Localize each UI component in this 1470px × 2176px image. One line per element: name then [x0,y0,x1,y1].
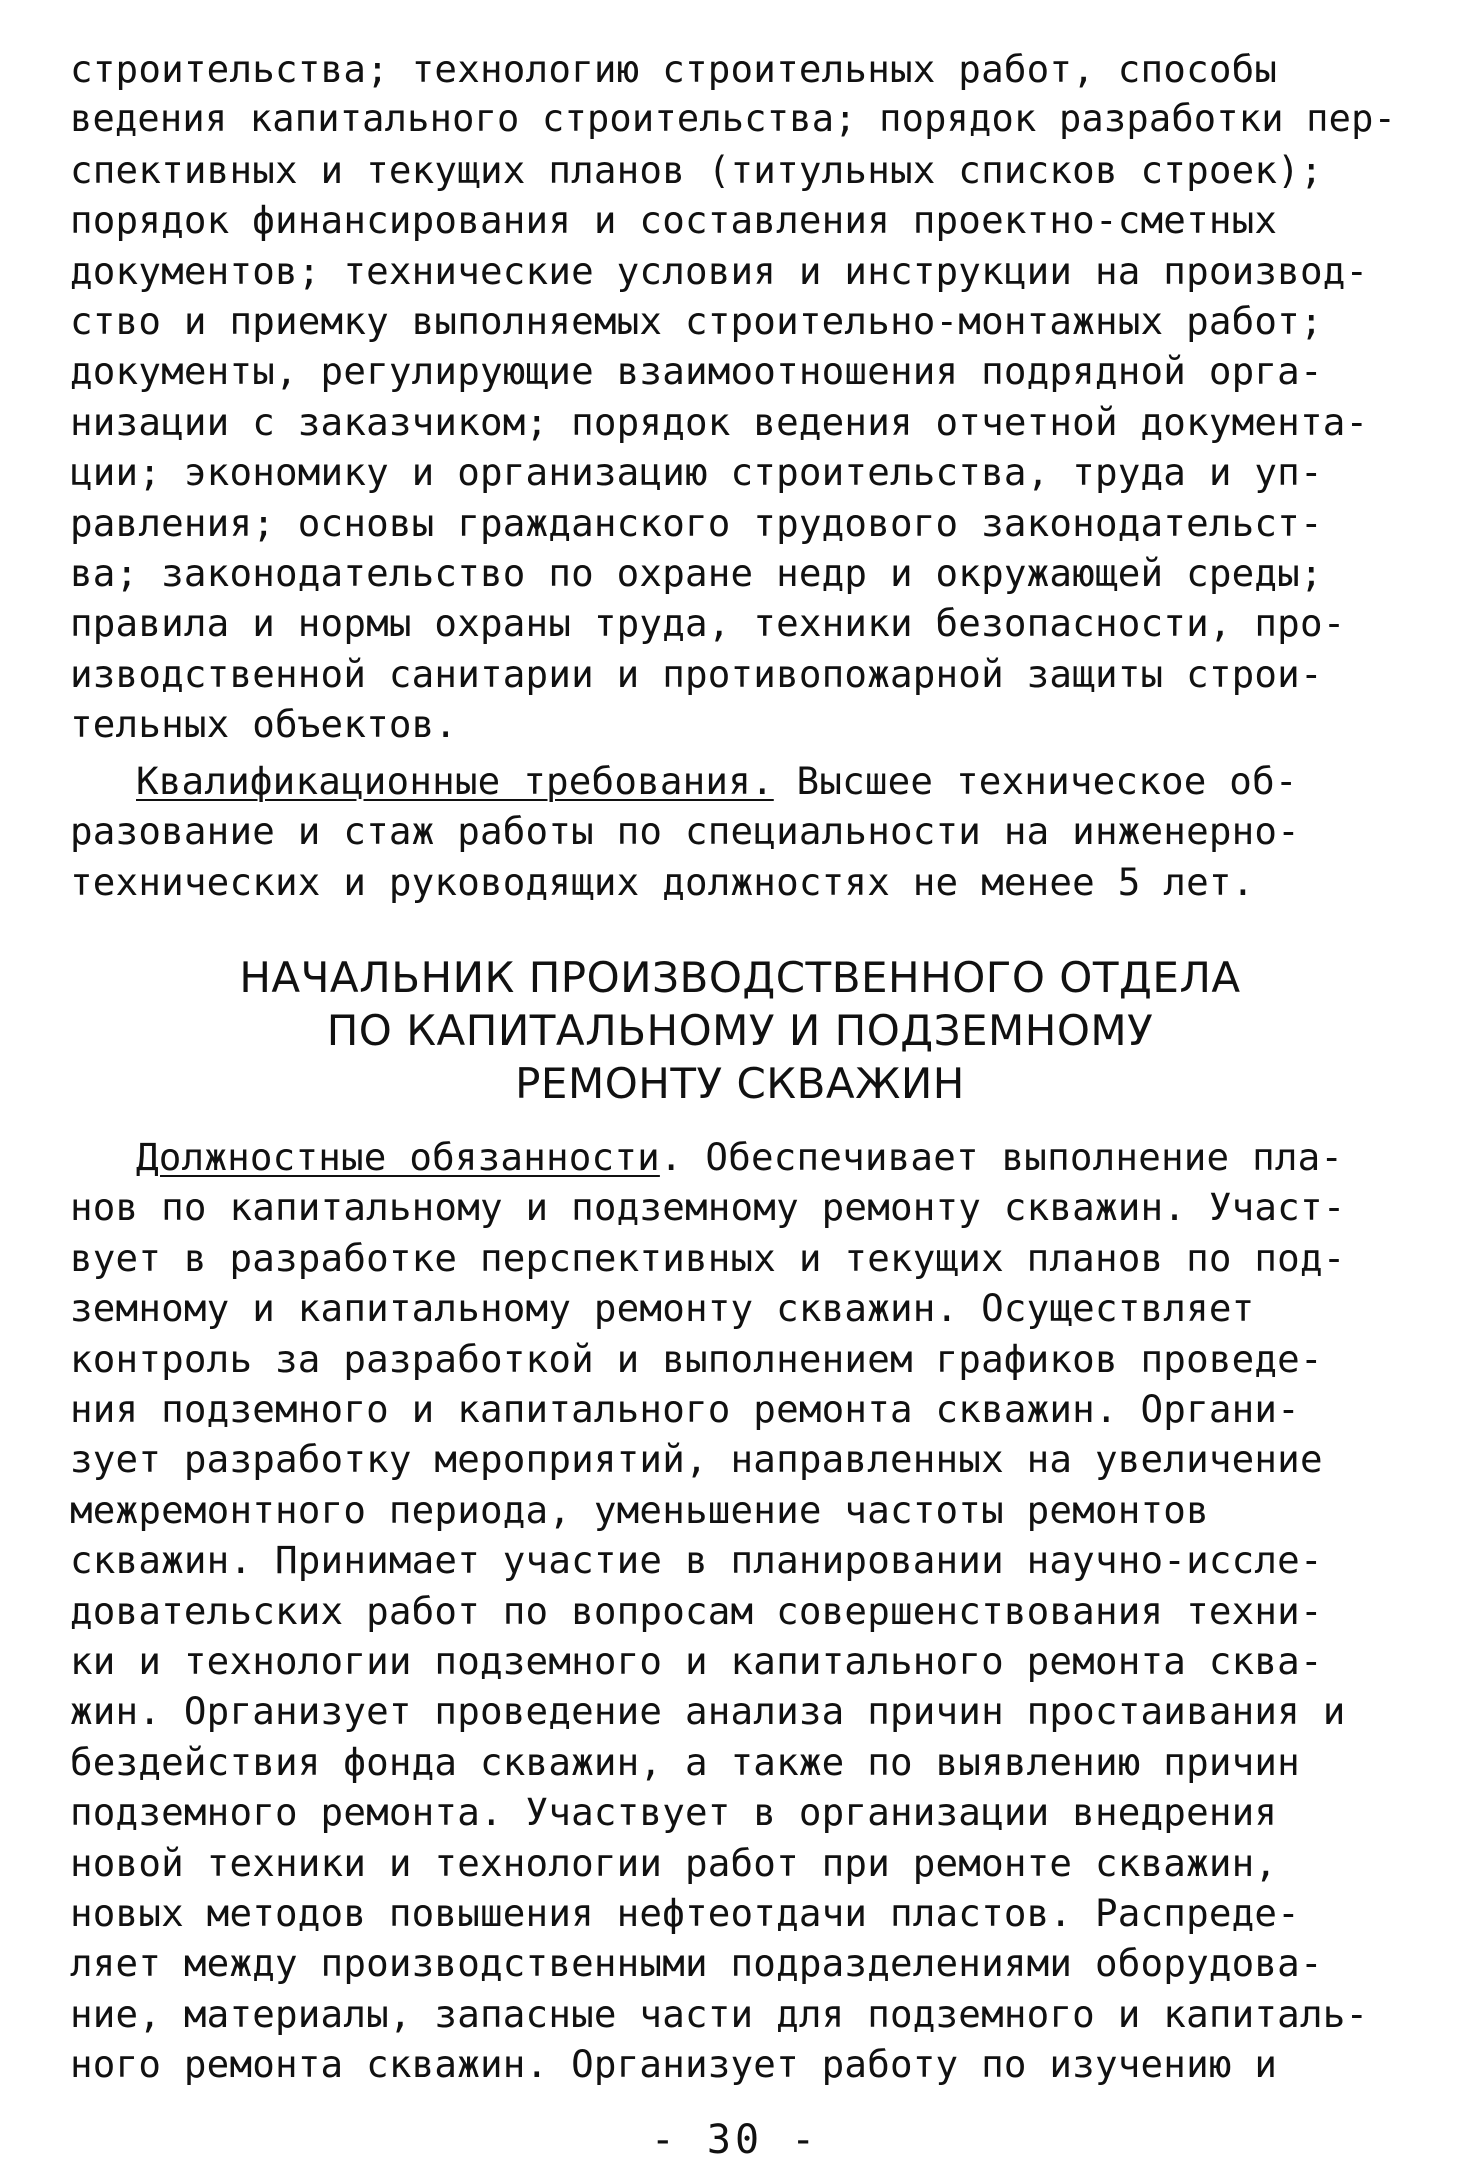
text-line: разование и стаж работы по специальности на инженерно- [70,809,1300,854]
text-line: ва; законодательство по охране недр и окружающей среды; [70,551,1323,596]
heading-line: РЕМОНТУ СКВАЖИН [515,1058,965,1108]
text-line: ведения капитального строительства; порядок разработки пер- [70,97,1397,141]
qualification-paragraph [70,756,1410,907]
text-line: скважин. Принимает участие в планировании научно-иссле- [70,1538,1323,1583]
text-line: земному и капитальному ремонту скважин. Осуществляет [70,1286,1255,1331]
text-line: равления; основы гражданского трудового законодательст- [70,500,1323,545]
text-line: порядок финансирования и составления проектно-сметных [70,198,1278,243]
text-line: строительства; технологию строительных работ, способы [70,47,1278,91]
qualification-first-line [70,756,1410,806]
qualification-text: Высшее техническое об- [773,758,1298,803]
duties-paragraph [70,1132,1410,2090]
text-line: подземного ремонта. Участвует в организации внедрения [70,1790,1278,1835]
section-requirements-text [70,44,1410,750]
text-line: ляет между производственными подразделениями оборудова- [70,1941,1323,1986]
text-line: ния подземного и капитального ремонта скважин. Органи- [70,1386,1300,1431]
duties-label: Должностные обязанности [136,1134,660,1179]
text-line: спективных и текущих планов (титульных списков строек); [70,147,1323,192]
text-line: вует в разработке перспективных и текущих планов по под- [70,1235,1346,1280]
text-line: низации с заказчиком; порядок ведения отчетной документа- [70,399,1369,444]
text-line: контроль за разработкой и выполнением графиков проведе- [70,1336,1323,1381]
duties-text: . Обеспечивает выполнение пла- [659,1134,1344,1179]
text-line: правила и нормы охраны труда, техники безопасности, про- [70,601,1346,646]
text-line: документы, регулирующие взаимоотношения подрядной орга- [70,349,1323,394]
text-line: межремонтного периода, уменьшение частоты ремонтов [70,1487,1209,1532]
text-line: изводственной санитарии и противопожарной защиты строи- [70,651,1323,696]
text-line: жин. Организует проведение анализа причин простаивания и [70,1689,1346,1734]
text-line: тельных объектов. [70,702,458,747]
text-line: новой техники и технологии работ при ремонте скважин, [70,1840,1278,1885]
text-line: ного ремонта скважин. Организует работу по изучению и [70,2042,1278,2087]
text-line: бездействия фонда скважин, а также по выявлению причин [70,1739,1300,1784]
text-line: довательских работ по вопросам совершенствования техни- [70,1588,1323,1633]
text-line: ство и приемку выполняемых строительно-монтажных работ; [70,299,1323,344]
text-line: технических и руководящих должностях не менее 5 лет. [70,859,1255,904]
text-line: документов; технические условия и инструкции на производ- [70,248,1369,293]
qualification-label: Квалификационные требования. [136,758,774,803]
heading-line: ПО КАПИТАЛЬНОМУ И ПОДЗЕМНОМУ [326,1005,1154,1055]
text-line: ции; экономику и организацию строительства, труда и уп- [70,450,1323,495]
text-line: нов по капитальному и подземному ремонту скважин. Участ- [70,1185,1346,1230]
text-line: новых методов повышения нефтеотдачи пластов. Распреде- [70,1891,1300,1935]
text-line: ние, материалы, запасные части для подземного и капиталь- [70,1991,1369,2036]
page-number: - 30 - [650,2117,820,2163]
document-page [70,44,1410,2090]
section-heading [70,951,1410,1110]
heading-line: НАЧАЛЬНИК ПРОИЗВОДСТВЕННОГО ОТДЕЛА [239,952,1241,1002]
text-line: ки и технологии подземного и капитального ремонта сква- [70,1638,1323,1683]
text-line: зует разработку мероприятий, направленных на увеличение [70,1437,1323,1482]
duties-first-line [70,1132,1410,1182]
